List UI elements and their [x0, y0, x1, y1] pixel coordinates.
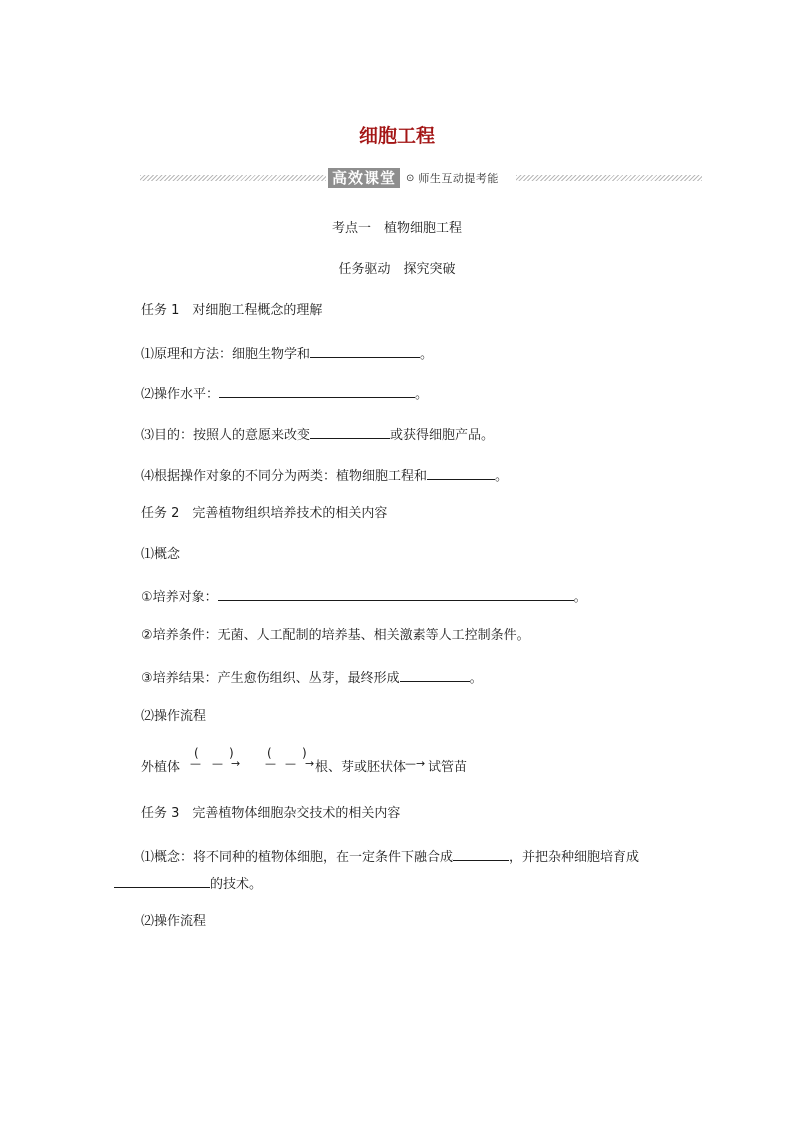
banner-main-label: 高效课堂 — [328, 168, 400, 188]
task1-title: 任务 1 对细胞工程概念的理解 — [141, 303, 323, 318]
task1-item-4 — [141, 465, 508, 486]
page-title: 细胞工程 — [358, 125, 435, 147]
item-text: 的技术。 — [210, 877, 263, 892]
answer-blank[interactable] — [453, 846, 509, 861]
task2-object — [141, 586, 587, 607]
flow-paren-open: ( — [267, 746, 272, 760]
item-text: ①培养对象： — [141, 590, 218, 605]
flow-start: 外植体 — [141, 760, 181, 775]
section-banner — [140, 167, 702, 189]
item-text: ③培养结果：产生愈伤组织、丛芽，最终形成 — [141, 671, 400, 686]
item-text: ⑶目的：按照人的意愿来改变 — [141, 428, 311, 443]
task3-title: 任务 3 完善植物体细胞杂交技术的相关内容 — [141, 806, 401, 821]
item-text: 。 — [415, 387, 429, 402]
banner-badge — [328, 167, 514, 189]
answer-blank[interactable] — [400, 667, 470, 682]
flow-paren-open: ( — [194, 746, 199, 760]
item-text: ⑵操作水平： — [141, 387, 220, 402]
banner-hatch-left — [140, 175, 326, 181]
flow-intermediate: 根、芽或胚状体 — [315, 760, 407, 775]
flow-arrow-icon: → — [231, 757, 241, 770]
item-text: ，并把杂种细胞培育成 — [509, 850, 640, 865]
flow-end: 试管苗 — [428, 760, 468, 775]
tissue-culture-flow — [141, 746, 501, 776]
section-heading: 考点一 植物细胞工程 — [331, 221, 462, 236]
task2-concept-label: ⑴概念 — [141, 547, 181, 562]
flow-paren-close: ) — [229, 746, 234, 760]
task1-item-1 — [141, 343, 433, 364]
answer-blank[interactable] — [310, 343, 420, 358]
flow-dash: — — [265, 757, 276, 770]
answer-blank[interactable] — [427, 465, 495, 480]
task3-concept-line2 — [114, 873, 262, 894]
banner-hatch-right — [516, 175, 702, 181]
flow-arrow-icon: —→ — [405, 757, 426, 770]
task1-item-3 — [141, 424, 494, 445]
task3-process-label: ⑵操作流程 — [141, 914, 207, 929]
item-text: 。 — [469, 671, 483, 686]
banner-dot-icon: ⊙ — [406, 172, 415, 184]
item-text: ⑴概念：将不同种的植物体细胞，在一定条件下融合成 — [141, 850, 454, 865]
task1-item-2 — [141, 383, 428, 404]
answer-blank[interactable] — [218, 586, 574, 601]
answer-blank[interactable] — [219, 383, 415, 398]
flow-dash: — — [285, 757, 296, 770]
flow-dash: — — [212, 757, 223, 770]
task2-process-label: ⑵操作流程 — [141, 709, 207, 724]
item-text: 。 — [573, 590, 587, 605]
item-text: 或获得细胞产品。 — [390, 428, 495, 443]
flow-arrow-icon: → — [305, 757, 315, 770]
task2-result — [141, 667, 483, 688]
flow-dash: — — [190, 757, 201, 770]
section-subheading: 任务驱动 探究突破 — [338, 262, 456, 277]
answer-blank[interactable] — [114, 873, 210, 888]
item-text: ⑷根据操作对象的不同分为两类：植物细胞工程和 — [141, 469, 428, 484]
task2-conditions: ②培养条件：无菌、人工配制的培养基、相关激素等人工控制条件。 — [141, 628, 530, 643]
banner-sub-label: 师生互动提考能 — [418, 172, 499, 185]
flow-paren-close: ) — [302, 746, 307, 760]
item-text: ⑴原理和方法：细胞生物学和 — [141, 347, 311, 362]
task3-concept-line1 — [141, 846, 639, 867]
item-text: 。 — [495, 469, 509, 484]
item-text: 。 — [420, 347, 434, 362]
task2-title: 任务 2 完善植物组织培养技术的相关内容 — [141, 506, 388, 521]
answer-blank[interactable] — [310, 424, 390, 439]
